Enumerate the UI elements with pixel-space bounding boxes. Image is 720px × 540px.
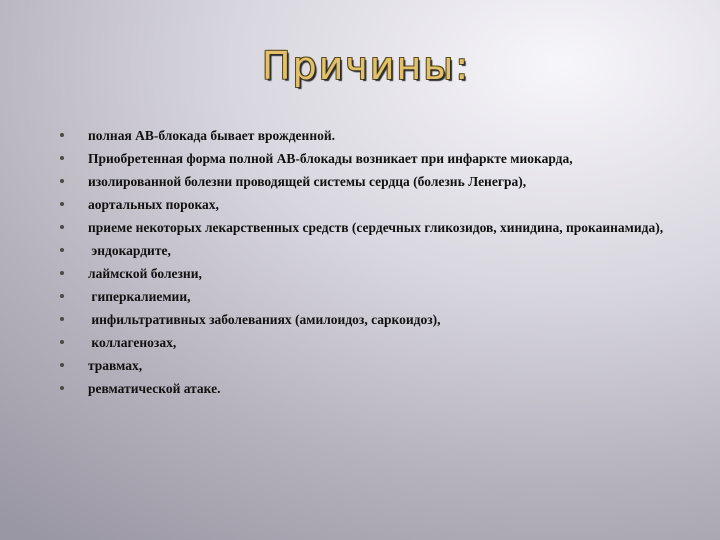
bullet-dot-icon <box>60 133 64 137</box>
list-item-text: инфильтративных заболеваниях (амилоидоз, саркоидоз), <box>88 312 441 327</box>
list-item <box>56 243 676 258</box>
list-item-text: коллагенозах, <box>88 335 177 350</box>
bullet-dot-icon <box>60 248 64 252</box>
bullet-list <box>56 128 676 404</box>
list-item <box>56 197 676 212</box>
list-item-text: Приобретенная форма полной АВ-блокады возникает при инфаркте миокарда, <box>88 151 573 166</box>
list-item-text: эндокардите, <box>88 243 171 258</box>
bullet-dot-icon <box>60 156 64 160</box>
list-item <box>56 151 676 166</box>
list-item <box>56 381 676 396</box>
bullet-dot-icon <box>60 179 64 183</box>
list-item-text: травмах, <box>88 358 143 373</box>
list-item-text: гиперкалиемии, <box>88 289 191 304</box>
bullet-dot-icon <box>60 202 64 206</box>
list-item-text: аортальных пороках, <box>88 197 219 212</box>
list-item <box>56 266 676 281</box>
list-item-text: полная АВ-блокада бывает врожденной. <box>88 128 336 143</box>
bullet-dot-icon <box>60 363 64 367</box>
list-item <box>56 174 676 189</box>
bullet-dot-icon <box>60 386 64 390</box>
slide-title: Причины: <box>262 44 471 88</box>
bullet-dot-icon <box>60 225 64 229</box>
list-item-text: изолированной болезни проводящей системы сердца (болезнь Ленегра), <box>88 174 527 189</box>
list-item-text: лаймской болезни, <box>88 266 202 281</box>
bullet-dot-icon <box>60 317 64 321</box>
list-item <box>56 312 676 327</box>
list-item <box>56 220 676 235</box>
bullet-dot-icon <box>60 340 64 344</box>
list-item-text: приеме некоторых лекарственных средств (сердечных гликозидов, хинидина, прокаинамида), <box>88 220 664 235</box>
list-item-text: ревматической атаке. <box>88 381 221 396</box>
bullet-dot-icon <box>60 294 64 298</box>
list-item <box>56 128 676 143</box>
bullet-dot-icon <box>60 271 64 275</box>
list-item <box>56 335 676 350</box>
list-item <box>56 358 676 373</box>
list-item <box>56 289 676 304</box>
